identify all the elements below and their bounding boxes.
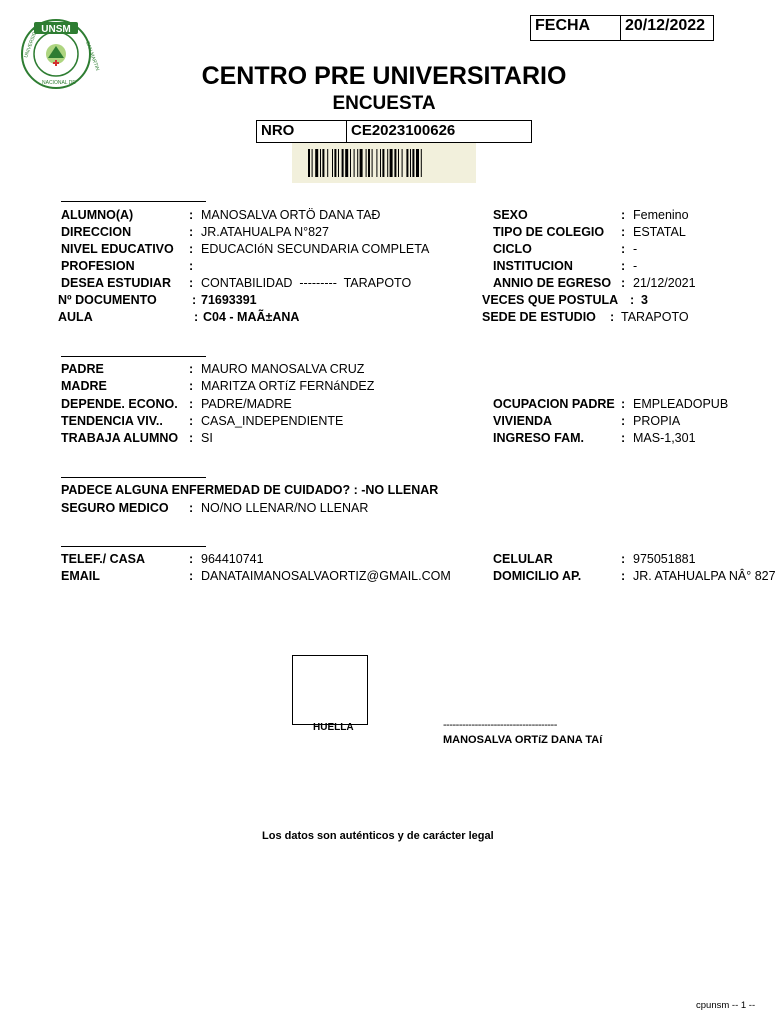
field-value: CASA_INDEPENDIENTE (201, 414, 344, 428)
field-value: 3 (641, 293, 648, 307)
field-separator: : (194, 310, 199, 324)
field-separator: : (189, 414, 194, 428)
field-value: MANOSALVA ORTÖ DANA TAÐ (201, 208, 381, 222)
field-separator: : (192, 293, 197, 307)
field-value: MAS-1,301 (633, 431, 696, 445)
section-divider (61, 546, 206, 547)
number-value: CE2023100626 (351, 122, 456, 139)
field-domicilio (493, 569, 776, 585)
field-label: TRABAJA ALUMNO (61, 431, 179, 445)
field-separator: : (610, 310, 615, 324)
field-label: VECES QUE POSTULA (482, 293, 619, 307)
field-separator: : (189, 552, 194, 566)
field-label: DESEA ESTUDIAR (61, 276, 171, 290)
fingerprint-box (292, 655, 368, 725)
field-separator: : (621, 225, 626, 239)
section-divider (61, 356, 206, 357)
field-value: TARAPOTO (621, 310, 689, 324)
field-value: 71693391 (201, 293, 257, 307)
field-separator: : (189, 431, 194, 445)
field-separator: : (630, 293, 635, 307)
svg-text:UNIVERSIDAD: UNIVERSIDAD (23, 24, 41, 59)
field-value: C04 - MAÃ±ANA (203, 310, 300, 324)
date-box (530, 15, 714, 41)
field-separator: : (621, 414, 626, 428)
field-value: ESTATAL (633, 225, 686, 239)
field-label: INGRESO FAM. (493, 431, 584, 445)
field-value: 21/12/2021 (633, 276, 696, 290)
page-footer: cpunsm -- 1 -- (696, 1000, 756, 1011)
field-label: PADRE (61, 362, 104, 376)
field-value: SI (201, 431, 213, 445)
field-value: PADRE/MADRE (201, 397, 292, 411)
signature-name: MANOSALVA ORTíZ DANA TAí (443, 734, 603, 746)
number-label: NRO (257, 121, 347, 142)
barcode (292, 143, 476, 183)
field-separator: : (189, 276, 194, 290)
field-value: EDUCACIóN SECUNDARIA COMPLETA (201, 242, 430, 256)
field-label: PROFESION (61, 259, 135, 273)
field-separator: : (621, 208, 626, 222)
field-label: DIRECCION (61, 225, 132, 239)
field-label: ANNIO DE EGRESO (493, 276, 612, 290)
field-separator: : (189, 397, 194, 411)
field-value: JR. ATAHUALPA NÂ° 827 (633, 569, 776, 583)
field-separator: : (189, 208, 194, 222)
field-value: EMPLEADOPUB (633, 397, 729, 411)
field-value: 964410741 (201, 552, 264, 566)
field-value: CONTABILIDAD --------- TARAPOTO (201, 276, 412, 290)
field-label: DEPENDE. ECONO. (61, 397, 178, 411)
field-label: SEDE DE ESTUDIO (482, 310, 596, 324)
section-divider (61, 477, 206, 478)
svg-text:UNSM: UNSM (41, 24, 71, 35)
field-separator: : (621, 431, 626, 445)
field-label: TIPO DE COLEGIO (493, 225, 605, 239)
field-label: MADRE (61, 379, 107, 393)
fingerprint-label: HUELLA (313, 722, 354, 733)
field-value: MAURO MANOSALVA CRUZ (201, 362, 365, 376)
field-label: Nº DOCUMENTO (58, 293, 157, 307)
signature-line: ------------------------------------ (443, 719, 557, 731)
field-value: - (633, 259, 638, 273)
svg-text:NACIONAL DE: NACIONAL DE (42, 80, 76, 86)
field-separator: : (189, 259, 194, 273)
field-value: NO/NO LLENAR/NO LLENAR (201, 501, 369, 515)
page-title: CENTRO PRE UNIVERSITARIO (201, 62, 567, 90)
field-label: AULA (58, 310, 93, 324)
field-value: Femenino (633, 208, 689, 222)
field-value: 975051881 (633, 552, 696, 566)
field-separator: : (189, 379, 194, 393)
page-subtitle: ENCUESTA (332, 93, 436, 114)
section-divider (61, 201, 206, 202)
field-label: VIVIENDA (493, 414, 553, 428)
field-separator: : (189, 225, 194, 239)
field-label: NIVEL EDUCATIVO (61, 242, 174, 256)
field-separator: : (189, 501, 194, 515)
field-label: EMAIL (61, 569, 100, 583)
field-separator: : (189, 242, 194, 256)
field-value: MARITZA ORTíZ FERNáNDEZ (201, 379, 375, 393)
field-separator: : (189, 362, 194, 376)
field-separator: : (621, 569, 626, 583)
field-label: INSTITUCION (493, 259, 573, 273)
field-label: TELEF./ CASA (61, 552, 146, 566)
field-separator: : (621, 242, 626, 256)
date-value: 20/12/2022 (625, 17, 706, 34)
field-value: JR.ATAHUALPA N°827 (201, 225, 329, 239)
date-label: FECHA (531, 16, 621, 40)
field-label: CELULAR (493, 552, 553, 566)
field-value: PROPIA (633, 414, 681, 428)
field-separator: : (621, 276, 626, 290)
field-label: CICLO (493, 242, 532, 256)
field-label: SEGURO MEDICO (61, 501, 169, 515)
field-separator: : (189, 569, 194, 583)
health-question: PADECE ALGUNA ENFERMEDAD DE CUIDADO? : -NO LLENAR (61, 483, 439, 497)
field-label: DOMICILIO AP. (493, 569, 582, 583)
field-value: - (633, 242, 638, 256)
field-separator: : (621, 259, 626, 273)
field-label: ALUMNO(A) (61, 208, 134, 222)
number-box (256, 120, 532, 143)
field-label: OCUPACION PADRE (493, 397, 615, 411)
field-label: TENDENCIA VIV.. (61, 414, 163, 428)
field-value: DANATAIMANOSALVAORTIZ@GMAIL.COM (201, 569, 451, 583)
legal-note: Los datos son auténticos y de carácter legal (262, 830, 494, 842)
field-label: SEXO (493, 208, 528, 222)
field-separator: : (621, 552, 626, 566)
field-separator: : (621, 397, 626, 411)
svg-text:SAN MARTIN: SAN MARTIN (84, 40, 101, 72)
